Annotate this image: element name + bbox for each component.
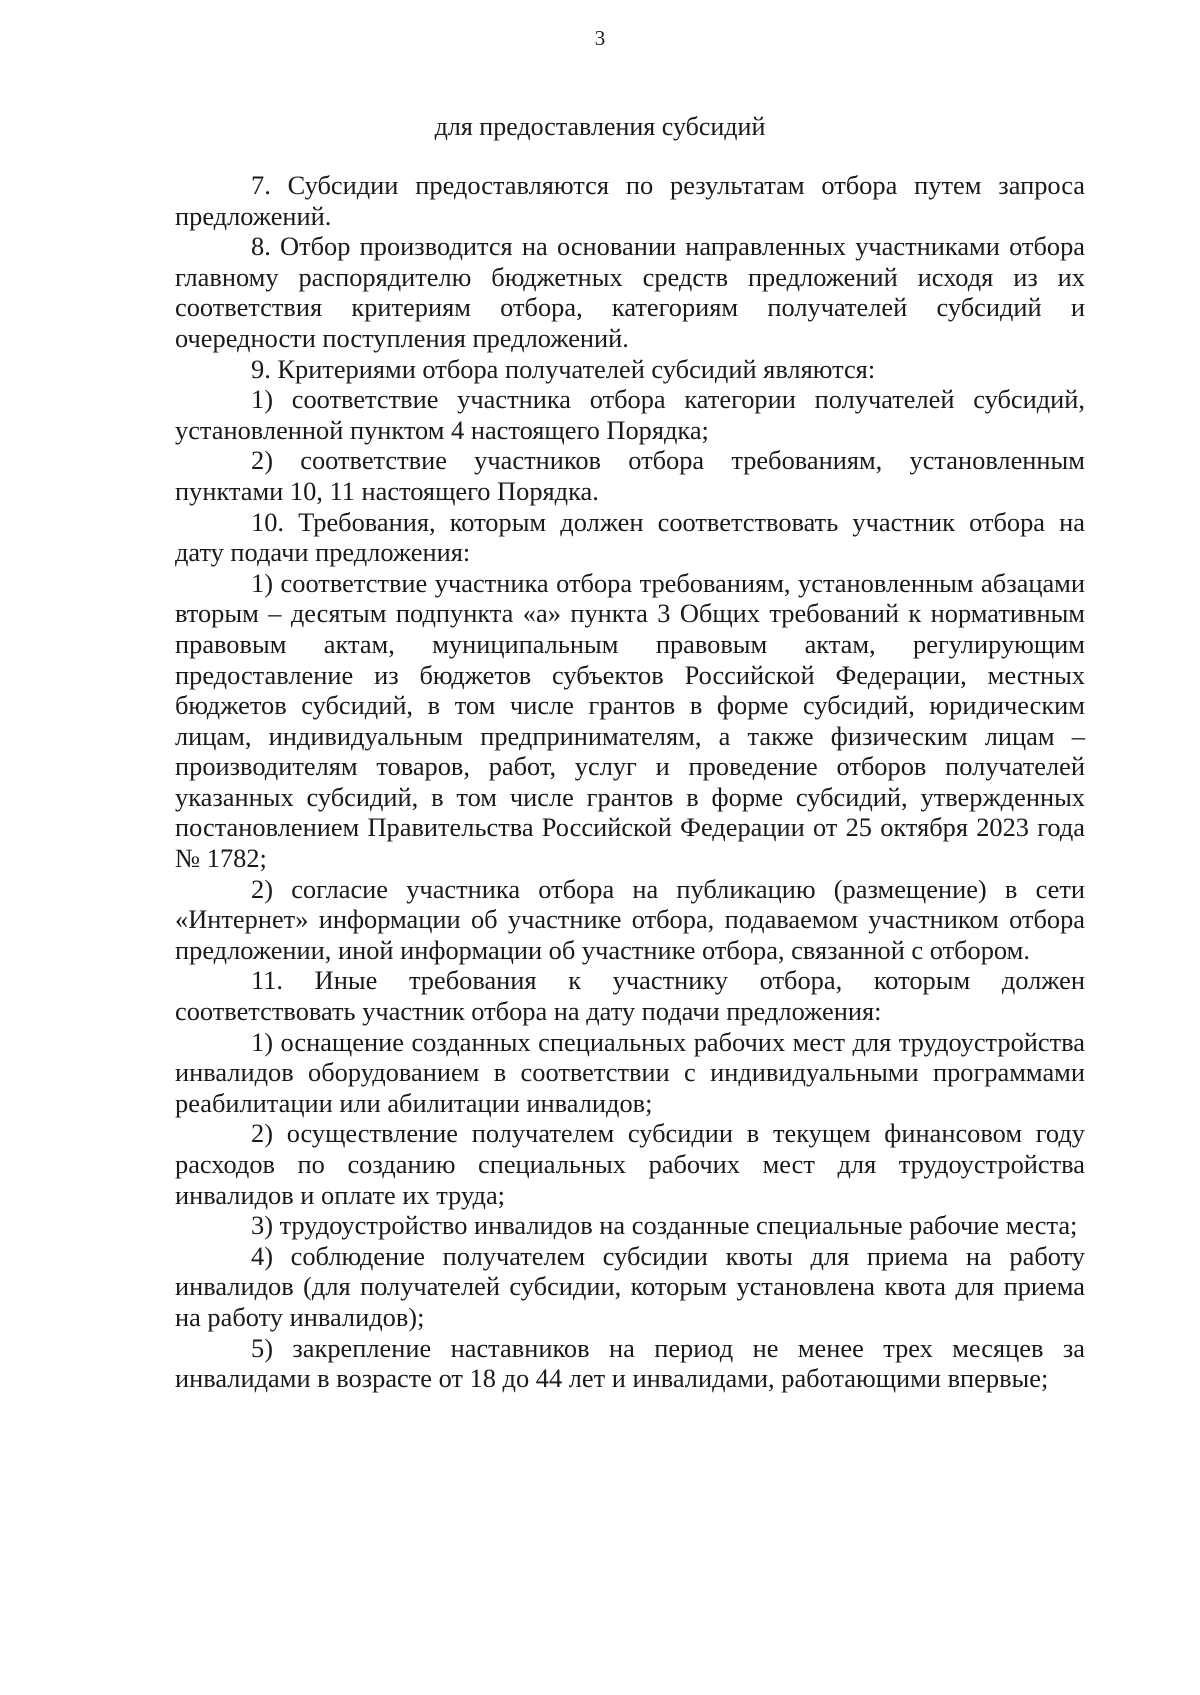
paragraph-9: 9. Критериями отбора получателей субсидий являются:	[251, 353, 876, 384]
paragraph-11-item-5: 5) закрепление наставников на период не менее трех месяцев за инвалидами в возрасте от 18 до 44 лет и инвалидами, работающими впервые;	[175, 1332, 1085, 1394]
paragraph-11-item-1: 1) оснащение созданных специальных рабочих мест для трудоустройства инвалидов оборудованием в соответствии с индивидуальными программами реабилитации или абилитации инвалидов;	[175, 1026, 1085, 1118]
paragraph-10: 10. Требования, которым должен соответствовать участник отбора на дату подачи предложения:	[175, 506, 1085, 568]
page-number: 3	[594, 26, 606, 50]
paragraph-11-item-4: 4) соблюдение получателем субсидии квоты для приема на работу инвалидов (для получателей субсидии, которым установлена квота для приема на работу инвалидов);	[175, 1240, 1085, 1332]
paragraph-9-item-2: 2) соответствие участников отбора требованиям, установленным пунктами 10, 11 настоящего Порядка.	[175, 445, 1085, 506]
paragraph-9-item-1: 1) соответствие участника отбора категории получателей субсидий, установленной пунктом 4 настоящего Порядка;	[175, 384, 1085, 445]
section-heading: для предоставления субсидий	[434, 112, 766, 141]
paragraph-11-item-2: 2) осуществление получателем субсидии в текущем финансовом году расходов по созданию специальных рабочих мест для трудоустройства инвалидов и оплате их труда;	[175, 1118, 1085, 1210]
paragraph-11-item-3: 3) трудоустройство инвалидов на созданные специальные рабочие места;	[251, 1210, 1078, 1241]
paragraph-8: 8. Отбор производится на основании направленных участниками отбора главному распорядителю бюджетных средств предложений исходя из их соответствия критериям отбора, категориям получателей субсидий и очередности поступления предложений.	[175, 231, 1085, 353]
paragraph-7: 7. Субсидии предоставляются по результатам отбора путем запроса предложений.	[175, 170, 1085, 231]
paragraph-11: 11. Иные требования к участнику отбора, которым должен соответствовать участник отбора на дату подачи предложения:	[175, 965, 1085, 1027]
paragraph-10-item-1: 1) соответствие участника отбора требованиям, установленным абзацами вторым – десятым подпункта «а» пункта 3 Общих требований к нормативным правовым актам, муниципальным правовым актам, регулирующим предоставление из бюджетов субъектов Российской Федерации, местных бюджетов субсидий, в том числе грантов в форме субсидий, юридическим лицам, индивидуальным предпринимателям, а также физическим лицам – производителям товаров, работ, услуг и проведение отборов получателей указанных субсидий, в том числе грантов в форме субсидий, утвержденных постановлением Правительства Российской Федерации от 25 октября 2023 года № 1782;	[175, 567, 1085, 874]
document-body	[175, 170, 1085, 1394]
paragraph-10-item-2: 2) согласие участника отбора на публикацию (размещение) в сети «Интернет» информации об участнике отбора, подаваемом участником отбора предложении, иной информации об участнике отбора, связанной с отбором.	[175, 873, 1085, 965]
